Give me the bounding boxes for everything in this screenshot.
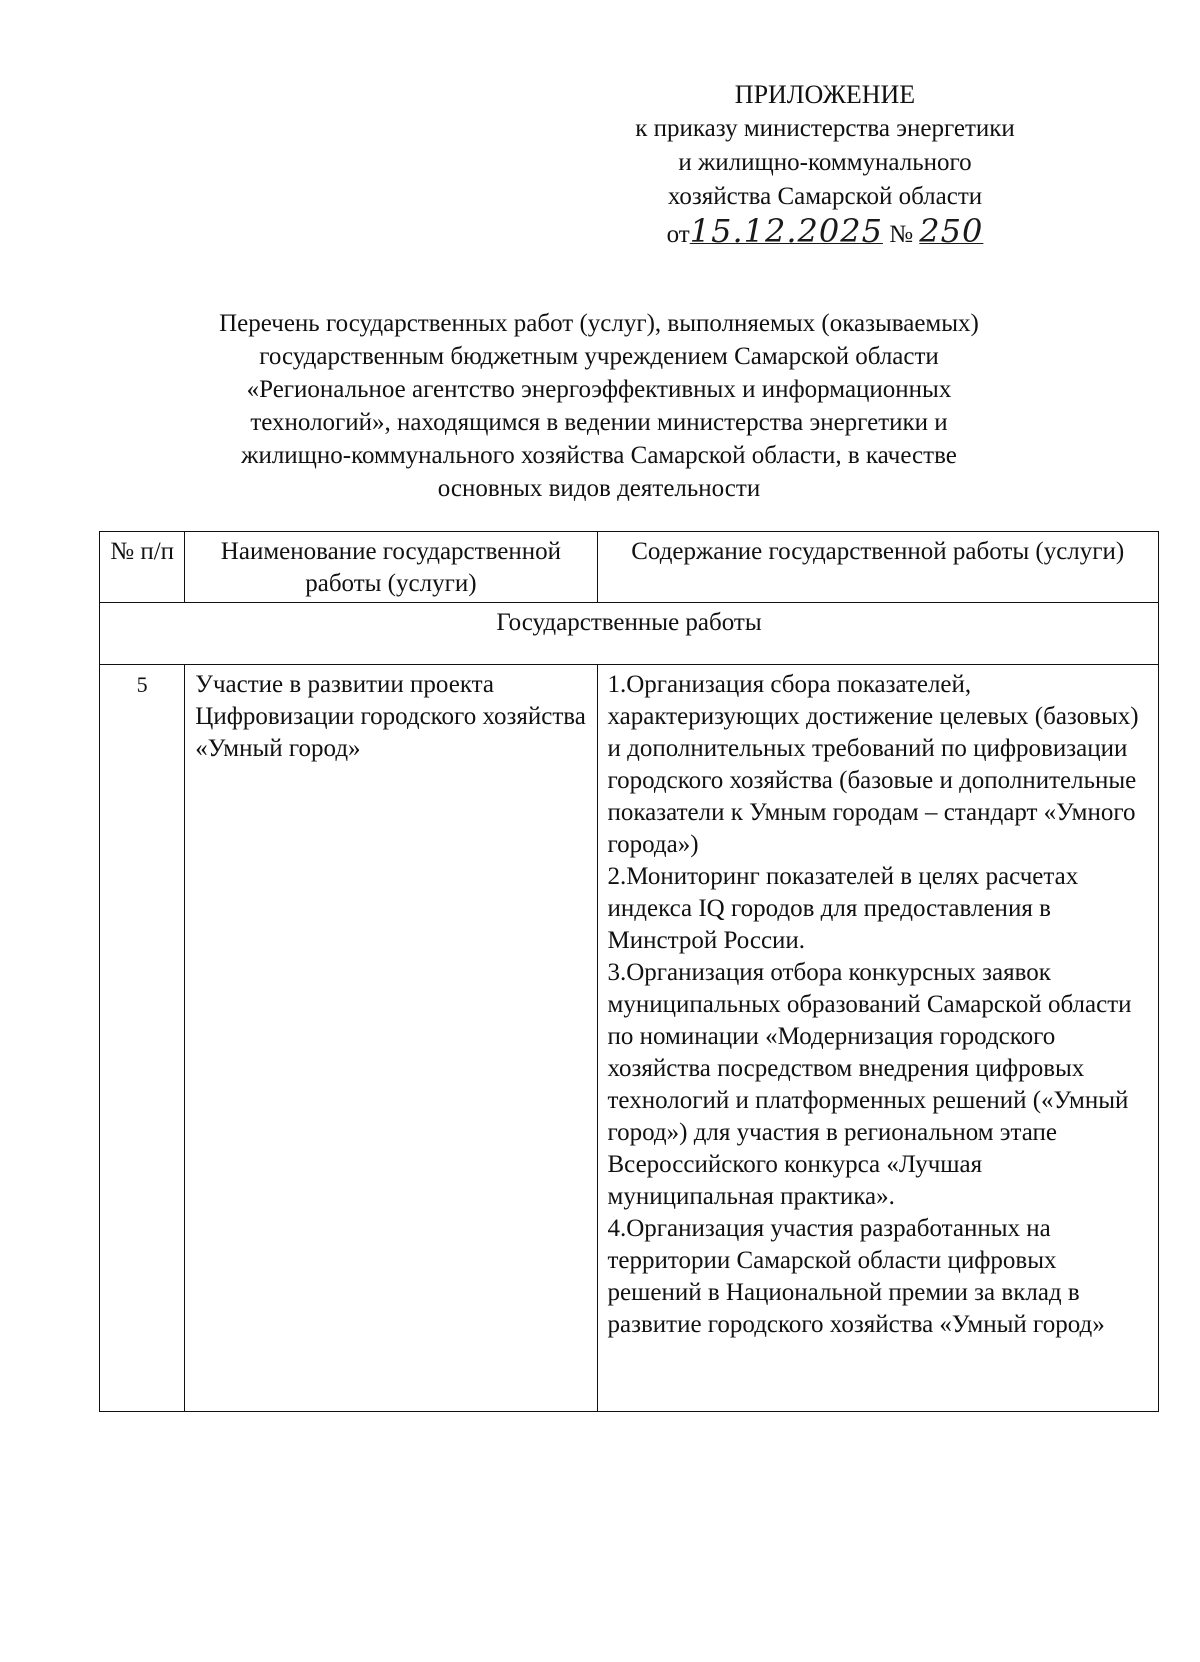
- content-item: 2.Мониторинг показателей в целях расчетах индекса IQ городов для предоставления в Минстрой России.: [607, 863, 1079, 954]
- document-title: [120, 307, 1078, 505]
- table-row: [100, 665, 1159, 1412]
- number-prefix: №: [889, 221, 914, 248]
- date-prefix: от: [666, 221, 690, 248]
- appendix-line-2: и жилищно-коммунального: [678, 149, 972, 176]
- header-name: Наименование государственной работы (услуги): [185, 532, 597, 603]
- content-item: 1.Организация сбора показателей, характеризующих достижение целевых (базовых) и дополнительных требований по цифровизации городского хозяйства (базовые и дополнительные показатели к Умным городам – стандарт «Умного города»): [607, 671, 1139, 858]
- appendix-line-1: к приказу министерства энергетики: [635, 115, 1015, 142]
- order-date-number: [667, 214, 984, 252]
- title-line-2: государственным бюджетным учреждением Самарской области: [259, 343, 939, 370]
- section-title: Государственные работы: [100, 603, 1159, 665]
- header-num: № п/п: [100, 532, 185, 603]
- header-content: Содержание государственной работы (услуги): [597, 532, 1159, 603]
- row-num: 5: [100, 665, 185, 1412]
- table-header-row: [100, 532, 1159, 603]
- appendix-line-3: хозяйства Самарской области: [667, 183, 983, 210]
- row-name: Участие в развитии проекта Цифровизации городского хозяйства «Умный город»: [185, 665, 597, 1412]
- title-line-5: жилищно-коммунального хозяйства Самарской области, в качестве: [241, 442, 957, 469]
- content-item: 3.Организация отбора конкурсных заявок муниципальных образований Самарской области по номинации «Модернизация городского хозяйства посредством внедрения цифровых технологий и платформенных решений («Умный город») для участия в региональном этапе Всероссийского конкурса «Лучшая муниципальная практика».: [607, 959, 1132, 1210]
- content-item: 4.Организация участия разработанных на территории Самарской области цифровых решений в Национальной премии за вклад в развитие городского хозяйства «Умный город»: [607, 1215, 1105, 1338]
- title-line-3: «Региональное агентство энергоэффективных и информационных: [246, 376, 952, 403]
- section-row: [100, 603, 1159, 665]
- works-table: [99, 531, 1159, 1412]
- title-line-4: технологий», находящимся в ведении министерства энергетики и: [250, 409, 948, 436]
- appendix-heading: ПРИЛОЖЕНИЕ: [734, 80, 916, 109]
- row-content: [597, 665, 1159, 1412]
- title-line-1: Перечень государственных работ (услуг), выполняемых (оказываемых): [219, 310, 979, 337]
- title-line-6: основных видов деятельности: [437, 475, 761, 502]
- appendix-block: [590, 78, 1060, 252]
- handwritten-date: 15.12.2025: [689, 212, 883, 250]
- handwritten-number: 250: [919, 212, 984, 250]
